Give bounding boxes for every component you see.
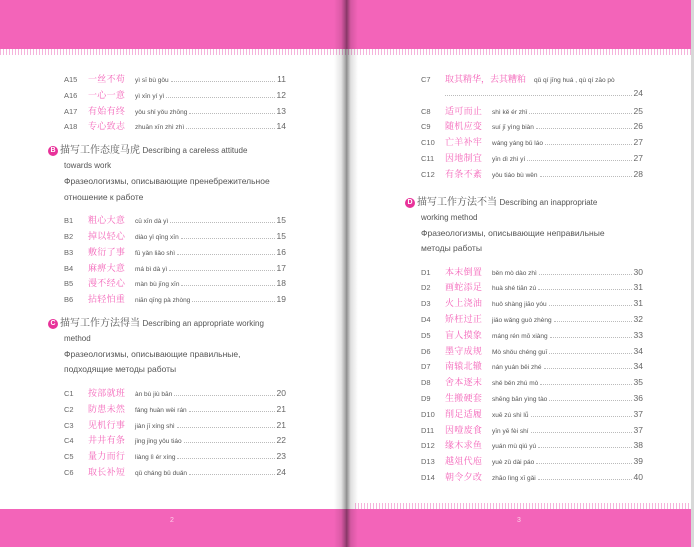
toc-entry[interactable] xyxy=(421,328,643,344)
entry-idiom: 麻痹大意 xyxy=(88,262,126,273)
entry-code: B5 xyxy=(64,279,74,289)
entry-pinyin: àn bù jiù bān xyxy=(135,390,173,398)
entry-page: 13 xyxy=(276,105,286,116)
entry-pinyin: Mò shǒu chéng guī xyxy=(492,348,548,356)
leader-dots xyxy=(549,400,631,401)
entry-page: 37 xyxy=(633,408,643,419)
entry-pinyin: nán yuán běi zhé xyxy=(492,364,542,372)
entry-page: 22 xyxy=(276,435,286,446)
entry-idiom: 防患未然 xyxy=(88,403,126,414)
leader-dots xyxy=(189,411,275,412)
toc-entry[interactable] xyxy=(421,359,643,375)
entry-idiom: 见机行事 xyxy=(88,419,126,430)
section-c-heading xyxy=(50,316,286,346)
entry-page: 23 xyxy=(276,451,286,462)
toc-entry[interactable] xyxy=(421,104,643,120)
entry-idiom: 一丝不苟 xyxy=(88,74,126,84)
leader-dots xyxy=(184,442,275,443)
toc-entry[interactable] xyxy=(421,423,643,439)
section-c-title-ru-line1: Фразеологизмы, описывающие правильные, xyxy=(64,348,241,359)
entry-code: D2 xyxy=(421,283,431,293)
entry-code: C9 xyxy=(421,122,431,132)
book-spine-shadow xyxy=(334,0,358,547)
entry-pinyin: yǒu shǐ yǒu zhōng xyxy=(135,108,188,116)
entry-idiom: 拈轻怕重 xyxy=(88,294,126,305)
entry-idiom: 漫不经心 xyxy=(88,278,126,289)
leader-dots xyxy=(538,289,631,290)
entry-pinyin: fū yǎn liǎo shì xyxy=(135,249,176,257)
leader-dots xyxy=(166,97,274,98)
leader-dots xyxy=(529,113,631,114)
section-b-heading xyxy=(50,143,286,173)
entry-idiom: 墨守成规 xyxy=(445,345,483,356)
entry-pinyin: má bì dà yì xyxy=(135,265,168,273)
footer-stripe-decoration xyxy=(355,503,694,509)
entry-pinyin: suí jī yìng biàn xyxy=(492,124,534,132)
toc-entry[interactable] xyxy=(421,296,643,312)
leader-dots xyxy=(189,113,274,114)
entry-page: 16 xyxy=(276,246,286,257)
entry-idiom: 井井有条 xyxy=(88,435,126,446)
entry-page: 27 xyxy=(633,152,643,163)
entry-idiom: 随机应变 xyxy=(445,121,483,132)
section-b-title-ru-line1: Фразеологизмы, описывающие пренебрежительное xyxy=(64,176,270,187)
leader-dots xyxy=(536,463,631,464)
entries-c-list xyxy=(64,386,286,481)
toc-entry[interactable] xyxy=(421,438,643,454)
entry-page: 31 xyxy=(633,298,643,309)
section-d-title-ru-line1: Фразеологизмы, описывающие неправильные xyxy=(421,227,605,238)
entry-pinyin: yì sī bù gǒu xyxy=(135,77,169,84)
entry-page: 35 xyxy=(633,377,643,388)
entry-page: 21 xyxy=(276,403,286,414)
section-d-badge-icon: D xyxy=(405,198,415,208)
entry-pinyin: jiàn jī xíng shì xyxy=(135,422,175,430)
entry-code: C12 xyxy=(421,169,435,179)
entry-code: D13 xyxy=(421,457,435,467)
section-c-title-en-cont: method xyxy=(64,333,91,343)
entry-idiom: 有始有终 xyxy=(88,105,126,116)
toc-entry[interactable] xyxy=(64,449,286,465)
toc-entry[interactable] xyxy=(64,276,286,292)
entry-idiom: 盲人摸象 xyxy=(445,329,483,340)
entry-page: 24 xyxy=(633,87,643,98)
entry-pinyin: yǒu tiáo bù wěn xyxy=(492,171,538,179)
entry-code: D9 xyxy=(421,393,431,403)
entry-pinyin: huǒ shàng jiāo yóu xyxy=(492,301,547,309)
toc-entry[interactable] xyxy=(64,418,286,434)
toc-entry[interactable] xyxy=(421,280,643,296)
toc-entry[interactable] xyxy=(421,344,643,360)
entry-idiom: 敷衍了事 xyxy=(88,246,126,257)
entry-code: D4 xyxy=(421,314,431,324)
leader-dots xyxy=(169,270,274,271)
entry-code: B6 xyxy=(64,295,74,305)
entry-code: A17 xyxy=(64,106,78,116)
toc-entry[interactable] xyxy=(64,213,286,229)
leader-dots xyxy=(531,416,632,417)
section-d xyxy=(407,195,643,257)
entry-idiom: 一心一意 xyxy=(88,89,126,100)
entry-page: 37 xyxy=(633,424,643,435)
entry-idiom: 朝令夕改 xyxy=(445,471,483,482)
entry-code: C1 xyxy=(64,388,74,398)
section-d-title-en: Describing an inappropriate xyxy=(499,197,598,207)
section-c-title-zh: 描写工作方法得当 xyxy=(60,317,140,329)
entry-idiom: 量力而行 xyxy=(88,451,126,462)
toc-entry[interactable] xyxy=(64,465,286,481)
section-b-title-ru-line2: отношение к работе xyxy=(64,191,144,202)
entry-code: D3 xyxy=(421,299,431,309)
entry-idiom: 取长补短 xyxy=(88,466,126,477)
entry-page: 31 xyxy=(633,282,643,293)
entry-page: 36 xyxy=(633,392,643,403)
entry-c7[interactable] xyxy=(421,72,643,104)
entry-code: A15 xyxy=(64,75,78,84)
leader-dots xyxy=(531,432,632,433)
leader-dots xyxy=(171,81,276,82)
entry-idiom: 亡羊补牢 xyxy=(445,137,483,148)
section-d-title-en-cont: working method xyxy=(421,212,478,222)
entry-pinyin: máng rén mō xiàng xyxy=(492,332,548,340)
entry-code: A18 xyxy=(64,122,78,132)
toc-entry[interactable] xyxy=(64,104,286,120)
entry-pinyin: qǔ cháng bǔ duǎn xyxy=(135,469,188,477)
section-d-title-ru-line2: методы работы xyxy=(421,243,482,254)
entry-code: D8 xyxy=(421,378,431,388)
left-page-number: 2 xyxy=(170,517,174,524)
entry-code: D6 xyxy=(421,346,431,356)
entry-pinyin: yuè zǔ dài páo xyxy=(492,459,535,467)
entry-code: A16 xyxy=(64,90,78,100)
toc-entry[interactable] xyxy=(421,265,643,281)
section-c-title-ru xyxy=(64,347,286,378)
entry-pinyin: jǐng jǐng yǒu tiáo xyxy=(135,438,182,446)
leader-dots xyxy=(536,128,632,129)
leader-dots xyxy=(539,274,632,275)
entry-code: C4 xyxy=(64,436,74,446)
entry-page: 11 xyxy=(277,74,286,84)
entry-page: 12 xyxy=(276,89,286,100)
entry-idiom: 因噎废食 xyxy=(445,424,483,435)
entry-idiom: 火上浇油 xyxy=(445,298,483,309)
entry-code: D10 xyxy=(421,409,435,419)
section-c-title-ru-line2: подходящие методы работы xyxy=(64,364,177,375)
entry-idiom: 南辕北辙 xyxy=(445,361,483,372)
entry-page: 30 xyxy=(633,266,643,277)
entry-idiom: 矫枉过正 xyxy=(445,313,483,324)
leader-dots xyxy=(550,337,632,338)
entry-idiom: 生搬硬套 xyxy=(445,392,483,403)
entry-idiom: 有条不紊 xyxy=(445,168,483,179)
entries-b-list xyxy=(64,213,286,308)
entry-page: 20 xyxy=(276,387,286,398)
entry-idiom: 专心致志 xyxy=(88,121,126,132)
entry-page: 34 xyxy=(633,361,643,372)
entry-code: B3 xyxy=(64,247,74,257)
entry-code: D5 xyxy=(421,330,431,340)
entry-idiom: 舍本逐末 xyxy=(445,377,483,388)
entry-code: C5 xyxy=(64,452,74,462)
toc-entry[interactable] xyxy=(421,391,643,407)
entry-idiom: 按部就班 xyxy=(88,387,126,398)
section-b xyxy=(50,143,286,205)
entry-pinyin: wáng yáng bǔ láo xyxy=(492,140,543,148)
toc-entry[interactable] xyxy=(64,229,286,245)
entry-page: 17 xyxy=(276,262,286,273)
section-b-title-zh: 描写工作态度马虎 xyxy=(60,145,140,157)
toc-entry[interactable] xyxy=(421,135,643,151)
entry-code: C10 xyxy=(421,138,435,148)
section-c-title-en: Describing an appropriate working xyxy=(142,318,264,328)
entry-pinyin: yīn dì zhì yí xyxy=(492,155,526,163)
entry-pinyin: zhuān xīn zhì zhì xyxy=(135,124,185,132)
section-d-title-zh: 描写工作方法不当 xyxy=(417,196,497,208)
toc-entry[interactable] xyxy=(64,261,286,277)
entry-page: 14 xyxy=(276,121,286,132)
entry-pinyin: qǔ qí jīng huá , qù qí zāo pò xyxy=(534,77,615,84)
entry-page: 15 xyxy=(276,215,286,226)
entry-code: C11 xyxy=(421,153,435,163)
leader-dots xyxy=(549,353,631,354)
entry-code: D14 xyxy=(421,472,435,482)
entry-idiom: 因地制宜 xyxy=(445,152,483,163)
toc-entry[interactable] xyxy=(64,292,286,308)
leader-dots xyxy=(538,479,632,480)
leader-dots xyxy=(177,254,274,255)
section-c xyxy=(50,316,286,378)
entry-idiom: 本末倒置 xyxy=(445,266,483,277)
toc-entry[interactable] xyxy=(421,407,643,423)
entry-pinyin: diào yǐ qīng xīn xyxy=(135,233,179,241)
leader-dots xyxy=(554,321,632,322)
entry-code: D11 xyxy=(421,425,435,435)
leader-dots xyxy=(540,384,631,385)
entry-idiom: 越俎代庖 xyxy=(445,456,483,467)
entry-code: B1 xyxy=(64,216,74,226)
entry-page: 32 xyxy=(633,313,643,324)
leader-dots xyxy=(538,447,631,448)
entry-pinyin: yuán mù qiú yú xyxy=(492,443,537,451)
leader-dots xyxy=(181,238,275,239)
entry-idiom: 缘木求鱼 xyxy=(445,440,483,451)
entry-pinyin: niān qīng pà zhòng xyxy=(135,297,191,305)
entry-page: 27 xyxy=(633,137,643,148)
section-b-title-en: Describing a careless attitude xyxy=(142,146,248,156)
entry-pinyin: cū xīn dà yì xyxy=(135,218,169,226)
entry-pinyin: màn bù jīng xīn xyxy=(135,281,180,289)
leader-dots xyxy=(177,458,274,459)
leader-dots xyxy=(189,474,274,475)
leader-dots xyxy=(527,160,631,161)
toc-entry[interactable] xyxy=(64,245,286,261)
toc-entry[interactable] xyxy=(64,88,286,104)
toc-entry[interactable] xyxy=(64,402,286,418)
section-b-badge-icon: B xyxy=(48,146,58,156)
entry-pinyin: shì kě ér zhǐ xyxy=(492,108,528,116)
leader-dots xyxy=(445,95,632,96)
section-b-title-en-cont: towards work xyxy=(64,161,112,171)
left-page-contents xyxy=(50,72,286,481)
entry-code: C7 xyxy=(421,75,431,84)
entry-page: 34 xyxy=(633,345,643,356)
entry-page: 38 xyxy=(633,440,643,451)
entry-pinyin: zhāo lìng xī gǎi xyxy=(492,474,536,482)
entries-c-cont-list xyxy=(421,104,643,183)
right-page-number: 3 xyxy=(517,517,521,524)
entry-page: 24 xyxy=(276,466,286,477)
entry-code: C6 xyxy=(64,467,74,477)
entry-pinyin: běn mò dào zhì xyxy=(492,269,537,277)
toc-entry[interactable] xyxy=(421,119,643,135)
leader-dots xyxy=(186,128,274,129)
entry-page: 19 xyxy=(276,294,286,305)
entry-pinyin: shēng bān yìng tào xyxy=(492,395,548,403)
entry-idiom: 适可而止 xyxy=(445,105,483,116)
leader-dots xyxy=(177,427,275,428)
entry-pinyin: yīn yē fèi shí xyxy=(492,427,529,435)
entry-code: D12 xyxy=(421,441,435,451)
entry-code: D7 xyxy=(421,362,431,372)
entry-pinyin: huà shé tiān zú xyxy=(492,285,537,293)
toc-entry[interactable] xyxy=(421,375,643,391)
leader-dots xyxy=(549,305,632,306)
entry-page: 21 xyxy=(276,419,286,430)
entry-code: B4 xyxy=(64,263,74,273)
section-b-title-ru xyxy=(64,174,286,205)
entry-pinyin: xuē zú shì lǚ xyxy=(492,411,529,419)
entry-code: B2 xyxy=(64,231,74,241)
entry-idiom: 削足适履 xyxy=(445,408,483,419)
entry-code: D1 xyxy=(421,267,431,277)
entry-page: 33 xyxy=(633,329,643,340)
entry-idiom: 粗心大意 xyxy=(88,215,126,226)
entry-pinyin: liàng lì ér xíng xyxy=(135,454,176,462)
toc-entry[interactable] xyxy=(421,312,643,328)
entry-page: 28 xyxy=(633,168,643,179)
entry-page: 15 xyxy=(276,230,286,241)
entry-page: 40 xyxy=(633,471,643,482)
section-c-badge-icon: C xyxy=(48,319,58,329)
toc-entry[interactable] xyxy=(421,470,643,486)
section-d-title-ru xyxy=(421,226,643,257)
toc-entry[interactable] xyxy=(421,454,643,470)
leader-dots xyxy=(192,301,274,302)
entries-d-list xyxy=(421,265,643,486)
leader-dots xyxy=(540,176,632,177)
entry-idiom: 画蛇添足 xyxy=(445,282,483,293)
right-page-contents xyxy=(407,72,643,486)
toc-entry[interactable] xyxy=(64,72,286,88)
entry-code: C8 xyxy=(421,106,431,116)
toc-entry[interactable] xyxy=(64,386,286,402)
toc-entry[interactable] xyxy=(421,167,643,183)
leader-dots xyxy=(544,368,632,369)
entry-pinyin: fáng huàn wèi rán xyxy=(135,406,187,414)
leader-dots xyxy=(545,144,632,145)
entry-code: C2 xyxy=(64,404,74,414)
toc-entry[interactable] xyxy=(64,433,286,449)
toc-entry[interactable] xyxy=(421,151,643,167)
entry-idiom: 掉以轻心 xyxy=(88,230,126,241)
entry-page: 26 xyxy=(633,121,643,132)
entry-pinyin: jiǎo wǎng guò zhèng xyxy=(492,316,552,324)
entry-page: 39 xyxy=(633,456,643,467)
entry-pinyin: shě běn zhú mò xyxy=(492,380,539,388)
section-d-heading xyxy=(407,195,643,225)
leader-dots xyxy=(174,395,274,396)
entry-pinyin: yì xīn yí yì xyxy=(135,92,165,100)
leader-dots xyxy=(181,285,274,286)
entry-page: 25 xyxy=(633,105,643,116)
leader-dots xyxy=(170,222,274,223)
entries-a-list xyxy=(64,72,286,135)
toc-entry[interactable] xyxy=(64,119,286,135)
entry-idiom: 取其精华，去其糟粕 xyxy=(445,74,527,84)
entry-code: C3 xyxy=(64,420,74,430)
entry-page: 18 xyxy=(276,278,286,289)
